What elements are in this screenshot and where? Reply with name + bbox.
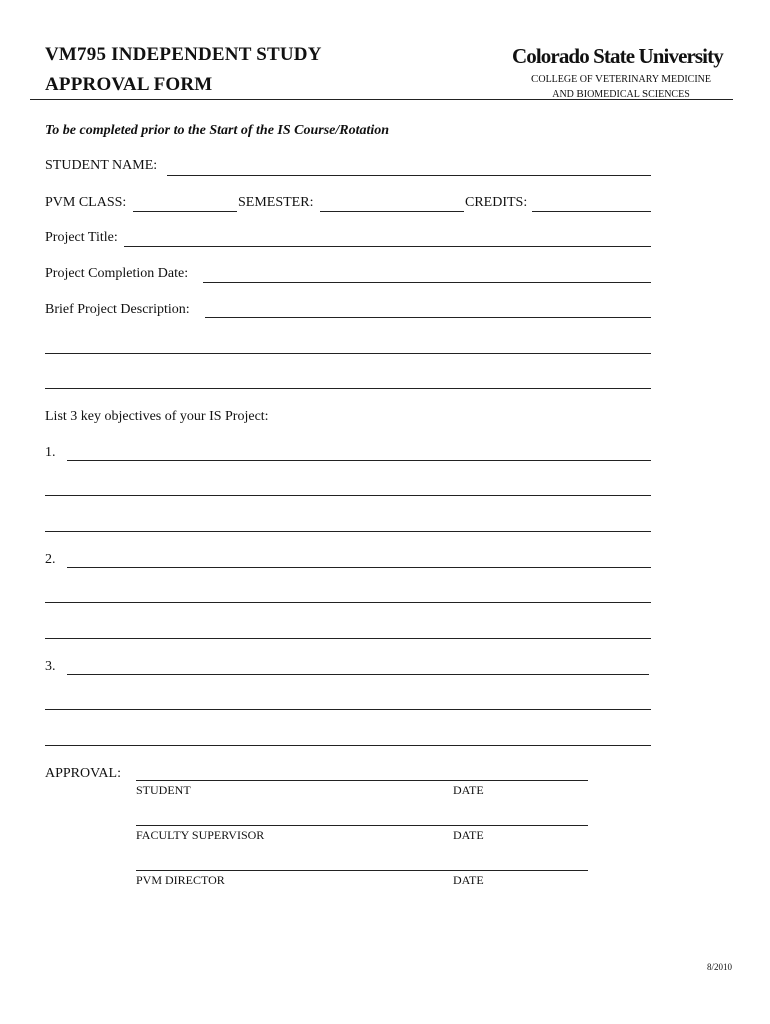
objective-3-field[interactable] xyxy=(67,674,649,675)
student-signature-line[interactable] xyxy=(136,780,588,781)
objective-2-field-line[interactable] xyxy=(45,638,651,639)
form-instructions: To be completed prior to the Start of the IS Course/Rotation xyxy=(45,123,390,138)
director-signature-line[interactable] xyxy=(136,870,588,871)
college-name-line-1 xyxy=(516,72,726,87)
college-letter: C xyxy=(531,73,539,85)
form-title-line-2: APPROVAL FORM xyxy=(45,74,213,95)
objective-3-field-line[interactable] xyxy=(45,709,651,710)
semester-label: SEMESTER: xyxy=(238,195,314,210)
college-text: AND xyxy=(552,89,577,100)
college-letter: S xyxy=(641,88,649,100)
credits-field[interactable] xyxy=(532,211,651,212)
college-name xyxy=(516,72,726,102)
description-field[interactable] xyxy=(205,317,651,318)
college-letter: M xyxy=(661,73,671,85)
student-signature-caption: STUDENT xyxy=(136,783,191,797)
objective-2-field-line[interactable] xyxy=(45,602,651,603)
form-title xyxy=(45,40,322,100)
description-field-line[interactable] xyxy=(45,388,651,389)
objective-1-field-line[interactable] xyxy=(45,495,651,496)
objective-number: 3. xyxy=(45,659,56,674)
description-field-line[interactable] xyxy=(45,353,651,354)
objectives-prompt: List 3 key objectives of your IS Project: xyxy=(45,409,269,424)
college-text: OLLEGE OF xyxy=(538,74,596,85)
semester-field[interactable] xyxy=(320,211,464,212)
director-signature-caption: PVM DIRECTOR xyxy=(136,873,225,887)
student-name-field[interactable] xyxy=(167,175,651,176)
director-date-caption: DATE xyxy=(453,873,484,887)
college-letter: B xyxy=(576,88,584,100)
objective-3-field-line[interactable] xyxy=(45,745,651,746)
pvm-class-label: PVM CLASS: xyxy=(45,195,127,210)
university-logo: Colorado State University xyxy=(512,44,723,68)
faculty-signature-line[interactable] xyxy=(136,825,588,826)
student-date-caption: DATE xyxy=(453,783,484,797)
credits-label: CREDITS: xyxy=(465,195,528,210)
objective-number: 1. xyxy=(45,445,56,460)
college-text: IOMEDICAL xyxy=(583,89,642,100)
revision-date: 8/2010 xyxy=(706,962,732,972)
completion-date-field[interactable] xyxy=(203,282,651,283)
objective-number: 2. xyxy=(45,552,56,567)
form-title-line-1: VM795 INDEPENDENT STUDY xyxy=(45,44,322,65)
pvm-class-field[interactable] xyxy=(133,211,237,212)
student-name-label: STUDENT NAME: xyxy=(45,158,158,173)
faculty-signature-caption: FACULTY SUPERVISOR xyxy=(136,828,265,842)
description-label: Brief Project Description: xyxy=(45,302,190,317)
college-text: CIENCES xyxy=(648,89,690,100)
objective-1-field-line[interactable] xyxy=(45,531,651,532)
completion-date-label: Project Completion Date: xyxy=(45,266,189,281)
approval-label: APPROVAL: xyxy=(45,766,121,781)
project-title-label: Project Title: xyxy=(45,230,118,245)
college-letter: V xyxy=(595,73,603,85)
project-title-field[interactable] xyxy=(124,246,651,247)
objective-2-field[interactable] xyxy=(67,567,651,568)
college-text: EDICINE xyxy=(671,74,711,85)
college-text: ETERINARY xyxy=(602,74,662,85)
faculty-date-caption: DATE xyxy=(453,828,484,842)
header-rule xyxy=(30,99,733,100)
objective-1-field[interactable] xyxy=(67,460,651,461)
